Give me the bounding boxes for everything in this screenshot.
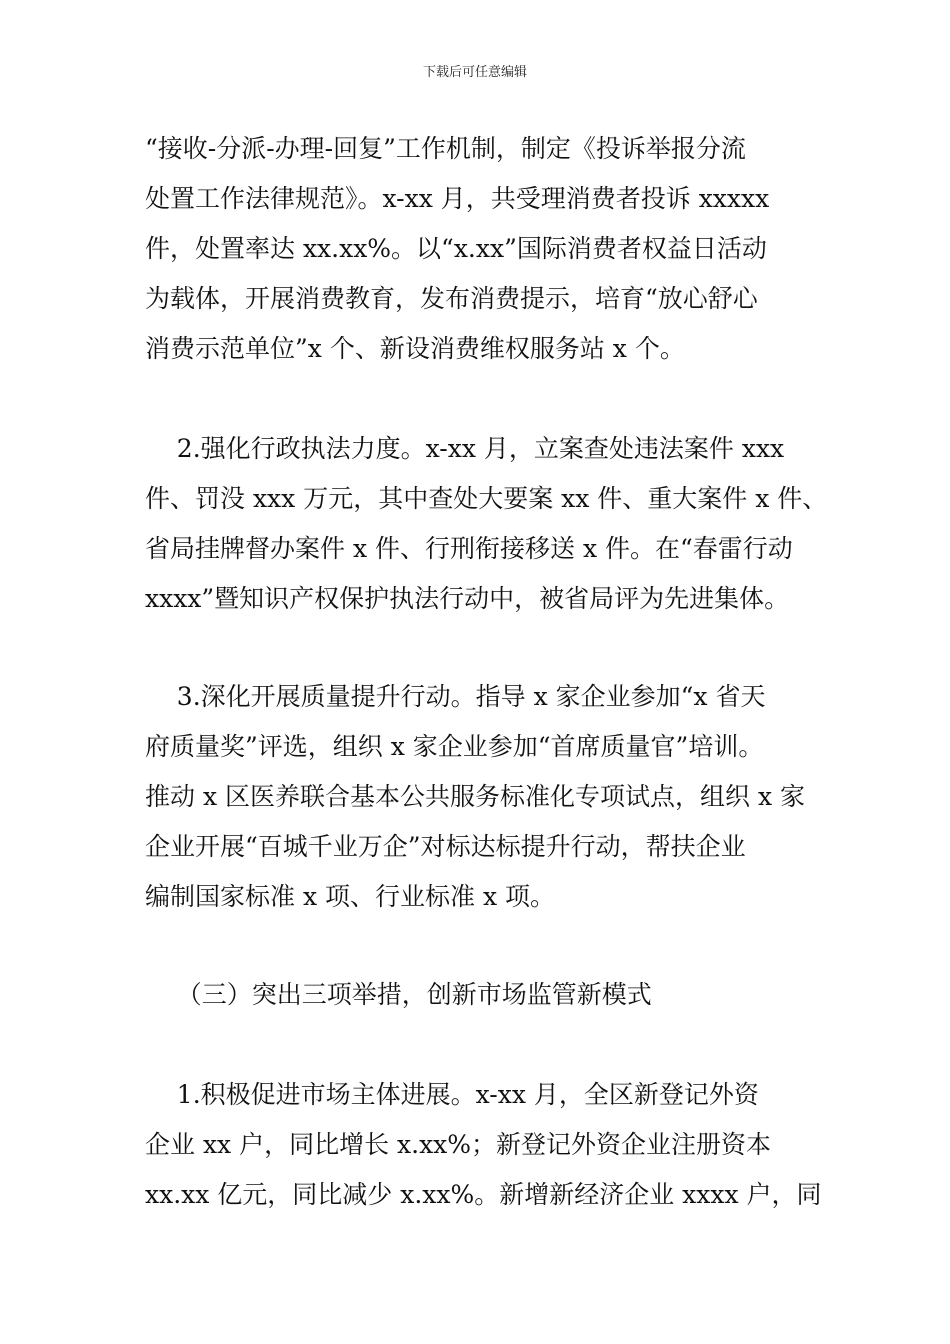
paragraph-enforcement <box>145 424 845 624</box>
text-line: 件，处置率达 xx.xx%。以“x.xx”国际消费者权益日活动 <box>145 234 767 263</box>
text-line: 消费示范单位”x 个、新设消费维权服务站 x 个。 <box>145 334 685 363</box>
text-line: 省局挂牌督办案件 x 件、行刑衔接移送 x 件。在“春雷行动 <box>145 534 793 563</box>
paragraph-market-entities <box>145 1070 845 1220</box>
text-line: 编制国家标准 x 项、行业标准 x 项。 <box>145 882 555 911</box>
paragraph-quality <box>145 672 845 922</box>
heading-line: （三）突出三项举措，创新市场监管新模式 <box>145 980 652 1009</box>
text-line: 府质量奖”评选，组织 x 家企业参加“首席质量官”培训。 <box>145 732 764 761</box>
text-line: 企业 xx 户，同比增长 x.xx%；新登记外资企业注册资本 <box>145 1130 772 1159</box>
text-line: 企业开展“百城千业万企”对标达标提升行动，帮扶企业 <box>145 832 746 861</box>
text-line: 2.强化行政执法力度。x-xx 月，立案查处违法案件 xxx <box>145 434 785 463</box>
page-header: 下载后可任意编辑 <box>422 65 527 80</box>
text-line: 推动 x 区医养联合基本公共服务标准化专项试点，组织 x 家 <box>145 782 805 811</box>
text-line: 处置工作法律规范》。x-xx 月，共受理消费者投诉 xxxxx <box>145 184 770 213</box>
text-line: 3.深化开展质量提升行动。指导 x 家企业参加“x 省天 <box>145 682 766 711</box>
text-line: 为载体，开展消费教育，发布消费提示，培育“放心舒心 <box>145 284 758 313</box>
text-line: xx.xx 亿元，同比减少 x.xx%。新增新经济企业 xxxx 户，同 <box>145 1180 822 1209</box>
text-line: xxxx”暨知识产权保护执法行动中，被省局评为先进集体。 <box>145 584 790 613</box>
paragraph-complaints <box>145 124 845 374</box>
section-heading <box>145 970 845 1020</box>
text-line: “接收-分派-办理-回复”工作机制，制定《投诉举报分流 <box>145 134 746 163</box>
text-line: 件、罚没 xxx 万元，其中查处大要案 xx 件、重大案件 x 件、 <box>145 484 828 513</box>
text-line: 1.积极促进市场主体进展。x-xx 月，全区新登记外资 <box>145 1080 759 1109</box>
